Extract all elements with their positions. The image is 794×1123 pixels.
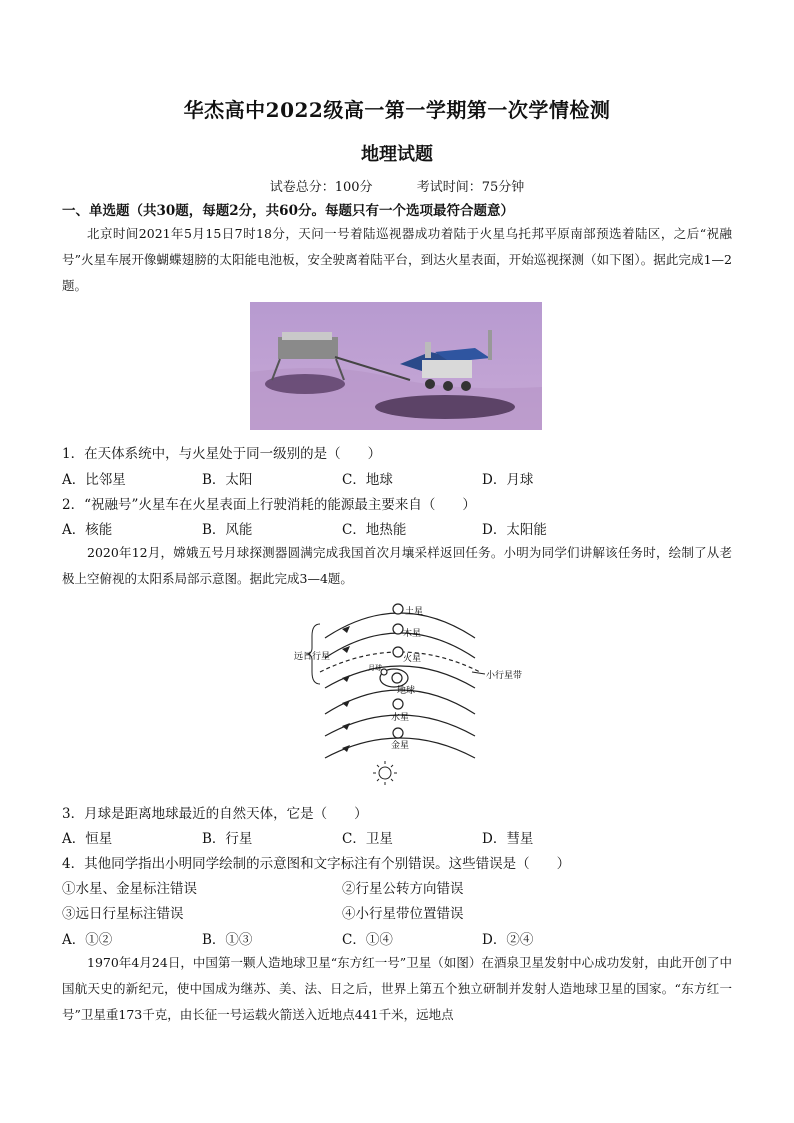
q2-option-a[interactable]: A．核能	[62, 522, 113, 538]
q1-option-c[interactable]: C．地球	[342, 472, 393, 488]
label-earth: 地球	[397, 686, 416, 696]
exam-meta	[0, 176, 794, 195]
q4-items-row1	[62, 877, 762, 897]
q2-options	[62, 518, 762, 538]
q1-option-d[interactable]: D．月球	[482, 472, 534, 488]
passage-3: 1970年4月24日，中国第一颗人造地球卫星“东方红一号”卫星（如图）在酒泉卫星发射中心成功发射，由此开创了中国航天史的新纪元，使中国成为继苏、美、法、日之后，世界上第五个独立研制并发射人造地球卫星的国家。“东方红一号”卫星重173千克，由长征一号运载火箭送入近地点441千米，远地点	[62, 955, 732, 1022]
label-saturn: 土星	[405, 607, 424, 617]
q4-items-row2	[62, 902, 762, 922]
q4-option-d[interactable]: D．②④	[482, 932, 534, 948]
label-far-planets: 远日行星	[294, 652, 331, 662]
passage-1: 北京时间2021年5月15日7时18分，天问一号着陆巡视器成功着陆于火星乌托邦平原南部预选着陆区，之后“祝融号”火星车展开像蝴蝶翅膀的太阳能电池板，安全驶离着陆平台，到达火星表面，开始巡视探测（如下图）。据此完成1—2题。	[62, 226, 732, 293]
exam-subtitle: 地理试题	[361, 144, 433, 165]
q3-options	[62, 827, 762, 847]
q2-option-c[interactable]: C．地热能	[342, 522, 407, 538]
q4-option-c[interactable]: C．①④	[342, 932, 393, 948]
label-jupiter: 木星	[403, 629, 422, 639]
q1-options	[62, 468, 762, 488]
q4-option-a[interactable]: A．①②	[62, 932, 113, 948]
q2-option-d[interactable]: D．太阳能	[482, 522, 547, 538]
exam-time: 考试时间：75分钟	[416, 180, 525, 195]
q1-option-b[interactable]: B．太阳	[202, 472, 253, 488]
sun-icon	[373, 761, 397, 785]
q3-option-d[interactable]: D．彗星	[482, 831, 534, 847]
solar-system-diagram	[294, 596, 540, 796]
label-asteroid-belt: 小行星带	[486, 671, 523, 681]
q4-item-4: ④小行星带位置错误	[342, 906, 464, 922]
total-score: 试卷总分：100分	[269, 180, 373, 195]
exam-title: 华杰高中2022级高一第一学期第一次学情检测	[183, 98, 611, 122]
label-moon: 月球	[368, 664, 382, 672]
q4-option-b[interactable]: B．①③	[202, 932, 253, 948]
label-venus: 金星	[391, 741, 410, 751]
question-2: 2．“祝融号”火星车在火星表面上行驶消耗的能源最主要来自（ ）	[62, 497, 476, 513]
label-mercury: 水星	[391, 713, 410, 723]
question-1: 1．在天体系统中，与火星处于同一级别的是（ ）	[62, 446, 382, 462]
label-mars: 火星	[403, 654, 422, 664]
q1-option-a[interactable]: A．比邻星	[62, 472, 126, 488]
q4-item-3: ③远日行星标注错误	[62, 906, 184, 922]
q4-item-2: ②行星公转方向错误	[342, 881, 464, 897]
passage-2: 2020年12月，嫦娥五号月球探测器圆满完成我国首次月壤采样返回任务。小明为同学们讲解该任务时，绘制了从老极上空俯视的太阳系局部示意图。据此完成3—4题。	[62, 545, 732, 586]
q2-option-b[interactable]: B．风能	[202, 522, 253, 538]
question-3: 3．月球是距离地球最近的自然天体，它是（ ）	[62, 806, 368, 822]
q4-options	[62, 928, 762, 948]
section-heading: 一、单选题（共30题，每题2分，共60分。每题只有一个选项最符合题意）	[62, 203, 514, 219]
q3-option-c[interactable]: C．卫星	[342, 831, 393, 847]
q3-option-b[interactable]: B．行星	[202, 831, 253, 847]
q4-item-1: ①水星、金星标注错误	[62, 881, 197, 897]
mars-rover-photo	[250, 302, 542, 430]
q3-option-a[interactable]: A．恒星	[62, 831, 113, 847]
question-4: 4．其他同学指出小明同学绘制的示意图和文字标注有个别错误。这些错误是（ ）	[62, 856, 571, 872]
